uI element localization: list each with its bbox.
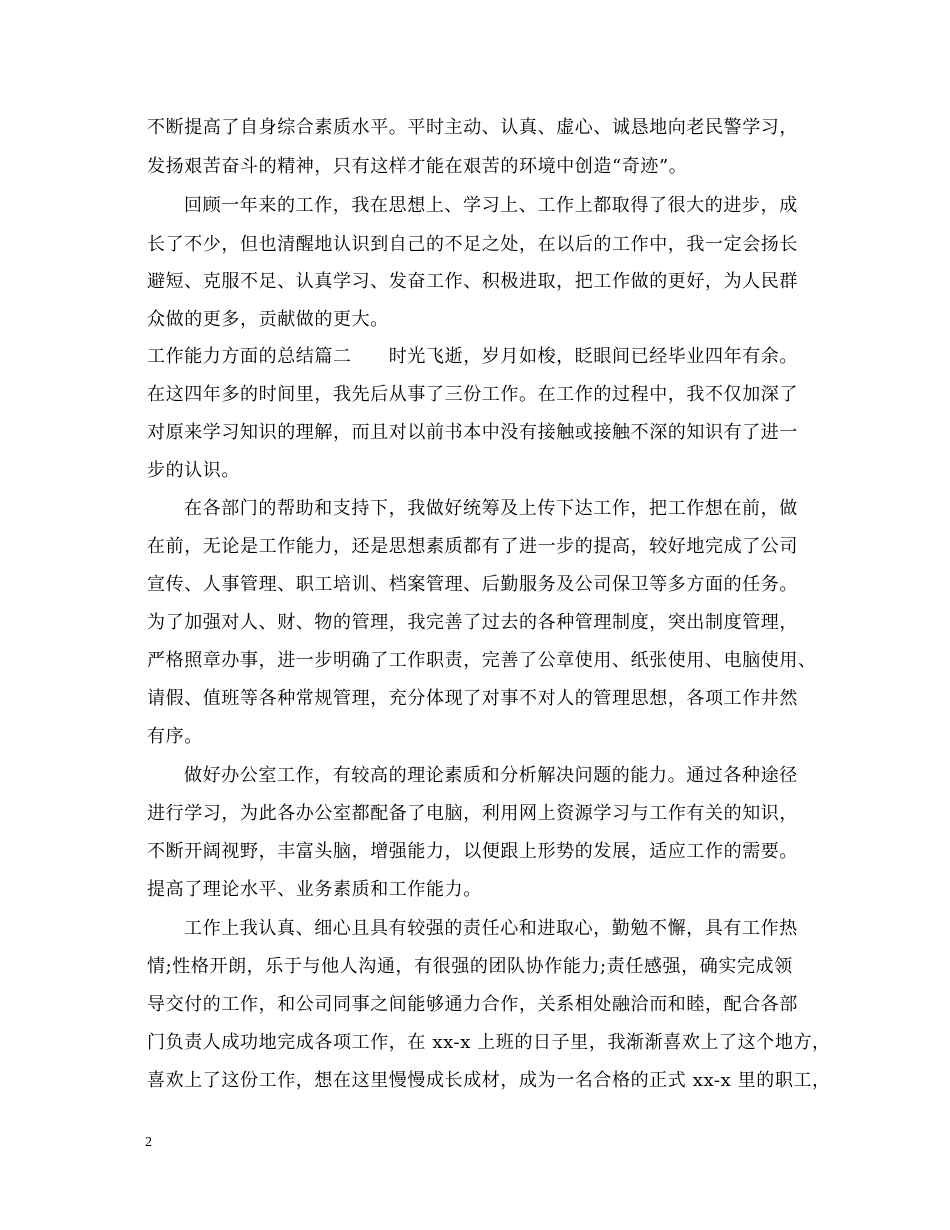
text-line: 长了不少，但也清醒地认识到自己的不足之处，在以后的工作中，我一定会扬长 (147, 234, 798, 255)
text-line: 避短、克服不足、认真学习、发奋工作、积极进取，把工作做的更好，为人民群 (147, 271, 798, 292)
text-line: 在各部门的帮助和支持下，我做好统筹及上传下达工作，把工作想在前，做 (184, 498, 798, 519)
text-line: 情;性格开朗，乐于与他人沟通，有很强的团队协作能力;责任感强，确实完成领 (147, 956, 793, 977)
text-line: 门负责人成功地完成各项工作，在 xx-x 上班的日子里，我渐渐喜欢上了这个地方， (147, 1032, 831, 1053)
text-line: 严格照章办事，进一步明确了工作职责，完善了公章使用、纸张使用、电脑使用、 (147, 650, 817, 671)
text-line: 做好办公室工作，有较高的理论素质和分析解决问题的能力。通过各种途径 (184, 765, 798, 786)
text-line: 请假、值班等各种常规管理，充分体现了对事不对人的管理思想，各项工作井然 (147, 688, 798, 709)
text-line: 步的认识。 (147, 460, 240, 481)
text-line: 发扬艰苦奋斗的精神，只有这样才能在艰苦的环境中创造“奇迹”。 (147, 156, 688, 177)
section-heading-line: 工作能力方面的总结篇二 时光飞逝，岁月如梭，眨眼间已经毕业四年有余。 (147, 346, 798, 367)
text-line: 在这四年多的时间里，我先后从事了三份工作。在工作的过程中，我不仅加深了 (147, 384, 798, 405)
text-line: 为了加强对人、财、物的管理，我完善了过去的各种管理制度，突出制度管理， (147, 612, 798, 633)
page-number: 2 (145, 1135, 152, 1150)
text-line: 众做的更多，贡献做的更大。 (147, 309, 389, 330)
text-line: 不断提高了自身综合素质水平。平时主动、认真、虚心、诚恳地向老民警学习， (147, 117, 798, 138)
text-line: 在前，无论是工作能力，还是思想素质都有了进一步的提高，较好地完成了公司 (147, 536, 798, 557)
text-line: 回顾一年来的工作，我在思想上、学习上、工作上都取得了很大的进步，成 (184, 195, 798, 216)
text-line: 进行学习，为此各办公室都配备了电脑，利用网上资源学习与工作有关的知识， (147, 803, 798, 824)
text-line: 导交付的工作，和公司同事之间能够通力合作，关系相处融洽而和睦，配合各部 (147, 994, 798, 1015)
text-line: 不断开阔视野，丰富头脑，增强能力，以便跟上形势的发展，适应工作的需要。 (147, 841, 798, 862)
text-line: 喜欢上了这份工作，想在这里慢慢成长成材，成为一名合格的正式 xx-x 里的职工， (147, 1070, 831, 1091)
text-line: 提高了理论水平、业务素质和工作能力。 (147, 879, 482, 900)
text-line: 宣传、人事管理、职工培训、档案管理、后勤服务及公司保卫等多方面的任务。 (147, 574, 798, 595)
text-line: 有序。 (147, 726, 203, 747)
text-line: 工作上我认真、细心且具有较强的责任心和进取心，勤勉不懈，具有工作热 (184, 918, 798, 939)
text-line: 对原来学习知识的理解，而且对以前书本中没有接触或接触不深的知识有了进一 (147, 422, 798, 443)
